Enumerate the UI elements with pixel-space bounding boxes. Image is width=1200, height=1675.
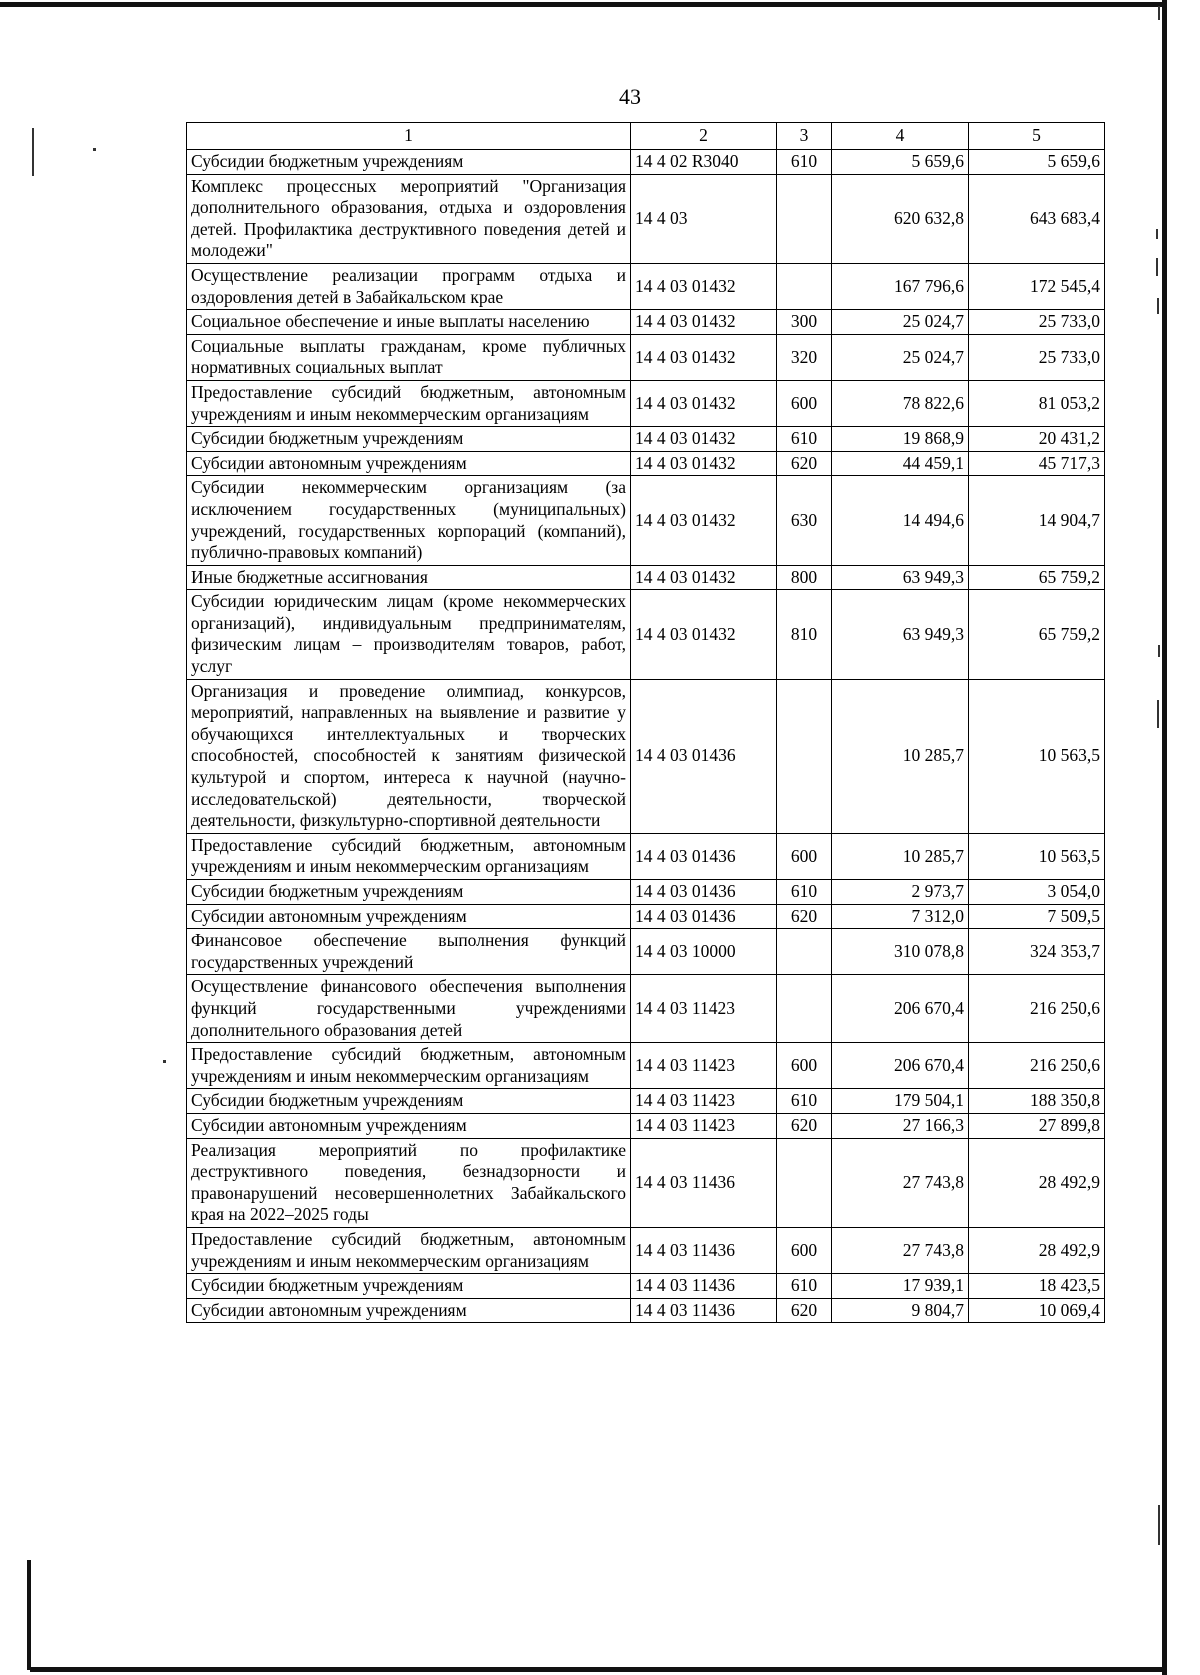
target-article-code: 14 4 03 01436 — [631, 880, 777, 905]
expense-type-code — [777, 929, 832, 975]
table-row — [187, 310, 1105, 335]
expense-type-code: 810 — [777, 590, 832, 679]
expense-name: Субсидии автономным учреждениям — [187, 904, 631, 929]
column-header: 1 — [187, 123, 631, 150]
table-row — [187, 1274, 1105, 1299]
scan-speck — [1157, 298, 1159, 314]
expense-type-code: 610 — [777, 150, 832, 175]
expense-type-code — [777, 174, 832, 263]
expense-name: Предоставление субсидий бюджетным, автономным учреждениям и иным некоммерческим организациям — [187, 1043, 631, 1089]
amount-column-5: 3 054,0 — [969, 880, 1105, 905]
target-article-code: 14 4 03 11423 — [631, 1089, 777, 1114]
target-article-code: 14 4 03 01432 — [631, 590, 777, 679]
amount-column-4: 25 024,7 — [832, 310, 969, 335]
expense-type-code: 610 — [777, 1089, 832, 1114]
amount-column-5: 643 683,4 — [969, 174, 1105, 263]
target-article-code: 14 4 03 11436 — [631, 1138, 777, 1227]
expense-name: Реализация мероприятий по профилактике деструктивного поведения, безнадзорности и правонарушений несовершеннолетних Забайкальского края на 2022–2025 годы — [187, 1138, 631, 1227]
amount-column-5: 45 717,3 — [969, 451, 1105, 476]
amount-column-4: 5 659,6 — [832, 150, 969, 175]
expense-type-code: 610 — [777, 880, 832, 905]
amount-column-4: 620 632,8 — [832, 174, 969, 263]
target-article-code: 14 4 03 01436 — [631, 904, 777, 929]
page-number: 43 — [619, 84, 641, 109]
amount-column-5: 25 733,0 — [969, 310, 1105, 335]
scan-speck — [1158, 1505, 1160, 1545]
expense-type-code: 620 — [777, 1298, 832, 1323]
expense-type-code: 600 — [777, 833, 832, 879]
amount-column-5: 172 545,4 — [969, 263, 1105, 309]
table-row — [187, 679, 1105, 833]
target-article-code: 14 4 03 01432 — [631, 565, 777, 590]
amount-column-4: 167 796,6 — [832, 263, 969, 309]
amount-column-4: 19 868,9 — [832, 427, 969, 452]
amount-column-5: 324 353,7 — [969, 929, 1105, 975]
column-header: 5 — [969, 123, 1105, 150]
expense-name: Предоставление субсидий бюджетным, автономным учреждениям и иным некоммерческим организациям — [187, 1227, 631, 1273]
table-row — [187, 833, 1105, 879]
table-row — [187, 1227, 1105, 1273]
target-article-code: 14 4 03 11436 — [631, 1274, 777, 1299]
scan-speck — [1157, 700, 1159, 728]
amount-column-4: 310 078,8 — [832, 929, 969, 975]
amount-column-5: 188 350,8 — [969, 1089, 1105, 1114]
target-article-code: 14 4 03 01436 — [631, 679, 777, 833]
expense-name: Субсидии автономным учреждениям — [187, 1298, 631, 1323]
expense-type-code — [777, 1138, 832, 1227]
target-article-code: 14 4 03 — [631, 174, 777, 263]
amount-column-5: 10 563,5 — [969, 833, 1105, 879]
scan-border-bottom — [30, 1667, 1167, 1672]
expense-name: Организация и проведение олимпиад, конкурсов, мероприятий, направленных на выявление и развитие у обучающихся интеллектуальных и творческих способностей, способностей к занятиям физической культурой и спортом, интереса к научной (научно-исследовательской) деятельности, творческой деятельности, физкультурно-спортивной деятельности — [187, 679, 631, 833]
table-row — [187, 451, 1105, 476]
target-article-code: 14 4 03 10000 — [631, 929, 777, 975]
table-row — [187, 904, 1105, 929]
scan-speck — [1158, 645, 1160, 657]
expense-type-code — [777, 263, 832, 309]
expense-name: Предоставление субсидий бюджетным, автономным учреждениям и иным некоммерческим организациям — [187, 380, 631, 426]
table-row — [187, 263, 1105, 309]
amount-column-4: 206 670,4 — [832, 1043, 969, 1089]
expense-name: Предоставление субсидий бюджетным, автономным учреждениям и иным некоммерческим организациям — [187, 833, 631, 879]
amount-column-5: 20 431,2 — [969, 427, 1105, 452]
expense-name: Субсидии некоммерческим организациям (за исключением государственных (муниципальных) учреждений, государственных корпораций (компаний), публично-правовых компаний) — [187, 476, 631, 565]
expense-name: Субсидии автономным учреждениям — [187, 451, 631, 476]
amount-column-5: 65 759,2 — [969, 565, 1105, 590]
target-article-code: 14 4 03 01432 — [631, 310, 777, 335]
table-row — [187, 174, 1105, 263]
table-row — [187, 880, 1105, 905]
target-article-code: 14 4 03 01432 — [631, 427, 777, 452]
column-header: 2 — [631, 123, 777, 150]
expense-type-code: 620 — [777, 451, 832, 476]
table-row — [187, 1043, 1105, 1089]
amount-column-4: 206 670,4 — [832, 975, 969, 1043]
amount-column-4: 9 804,7 — [832, 1298, 969, 1323]
amount-column-4: 179 504,1 — [832, 1089, 969, 1114]
amount-column-4: 63 949,3 — [832, 590, 969, 679]
expense-type-code: 320 — [777, 334, 832, 380]
amount-column-5: 65 759,2 — [969, 590, 1105, 679]
table-row — [187, 427, 1105, 452]
expense-type-code — [777, 679, 832, 833]
target-article-code: 14 4 03 01432 — [631, 476, 777, 565]
scan-border-top — [0, 2, 1165, 7]
table-row — [187, 1113, 1105, 1138]
target-article-code: 14 4 03 11423 — [631, 1043, 777, 1089]
table-row — [187, 929, 1105, 975]
column-header: 3 — [777, 123, 832, 150]
amount-column-4: 63 949,3 — [832, 565, 969, 590]
amount-column-4: 14 494,6 — [832, 476, 969, 565]
amount-column-5: 81 053,2 — [969, 380, 1105, 426]
scan-speck — [1158, 6, 1160, 20]
scan-speck — [1156, 229, 1158, 239]
amount-column-4: 27 743,8 — [832, 1227, 969, 1273]
scan-border-right — [1162, 0, 1167, 1675]
amount-column-5: 27 899,8 — [969, 1113, 1105, 1138]
amount-column-4: 7 312,0 — [832, 904, 969, 929]
expense-name: Иные бюджетные ассигнования — [187, 565, 631, 590]
amount-column-5: 25 733,0 — [969, 334, 1105, 380]
target-article-code: 14 4 03 01432 — [631, 263, 777, 309]
target-article-code: 14 4 03 11436 — [631, 1298, 777, 1323]
amount-column-5: 10 563,5 — [969, 679, 1105, 833]
expense-type-code: 610 — [777, 427, 832, 452]
scan-speck — [32, 128, 34, 176]
table-header-row — [187, 123, 1105, 150]
expense-name: Социальные выплаты гражданам, кроме публичных нормативных социальных выплат — [187, 334, 631, 380]
scan-speck — [1156, 258, 1158, 276]
amount-column-4: 10 285,7 — [832, 679, 969, 833]
table-row — [187, 1298, 1105, 1323]
amount-column-5: 18 423,5 — [969, 1274, 1105, 1299]
expense-type-code: 600 — [777, 1227, 832, 1273]
amount-column-4: 17 939,1 — [832, 1274, 969, 1299]
scan-speck — [163, 1060, 166, 1063]
amount-column-4: 25 024,7 — [832, 334, 969, 380]
expense-name: Субсидии юридическим лицам (кроме некоммерческих организаций), индивидуальным предпринимателям, физическим лицам – производителям товаров, работ, услуг — [187, 590, 631, 679]
target-article-code: 14 4 03 11436 — [631, 1227, 777, 1273]
table-row — [187, 1138, 1105, 1227]
target-article-code: 14 4 03 01436 — [631, 833, 777, 879]
amount-column-5: 28 492,9 — [969, 1227, 1105, 1273]
target-article-code: 14 4 02 R3040 — [631, 150, 777, 175]
expense-type-code: 620 — [777, 1113, 832, 1138]
expense-name: Социальное обеспечение и иные выплаты населению — [187, 310, 631, 335]
expense-name: Субсидии бюджетным учреждениям — [187, 427, 631, 452]
amount-column-4: 44 459,1 — [832, 451, 969, 476]
scan-speck — [93, 148, 96, 151]
amount-column-5: 28 492,9 — [969, 1138, 1105, 1227]
table-row — [187, 380, 1105, 426]
expense-name: Финансовое обеспечение выполнения функций государственных учреждений — [187, 929, 631, 975]
expense-type-code: 600 — [777, 380, 832, 426]
amount-column-5: 216 250,6 — [969, 1043, 1105, 1089]
amount-column-4: 27 166,3 — [832, 1113, 969, 1138]
expense-name: Субсидии бюджетным учреждениям — [187, 1089, 631, 1114]
expense-name: Субсидии автономным учреждениям — [187, 1113, 631, 1138]
target-article-code: 14 4 03 11423 — [631, 975, 777, 1043]
amount-column-5: 10 069,4 — [969, 1298, 1105, 1323]
table-row — [187, 975, 1105, 1043]
amount-column-4: 78 822,6 — [832, 380, 969, 426]
scan-border-left — [27, 1560, 31, 1670]
amount-column-5: 7 509,5 — [969, 904, 1105, 929]
target-article-code: 14 4 03 11423 — [631, 1113, 777, 1138]
table-row — [187, 1089, 1105, 1114]
expense-name: Субсидии бюджетным учреждениям — [187, 150, 631, 175]
expense-name: Осуществление финансового обеспечения выполнения функций государственными учреждениями дополнительного образования детей — [187, 975, 631, 1043]
budget-table — [186, 122, 1105, 1323]
expense-type-code — [777, 975, 832, 1043]
amount-column-5: 5 659,6 — [969, 150, 1105, 175]
table-row — [187, 334, 1105, 380]
table-row — [187, 590, 1105, 679]
expense-name: Субсидии бюджетным учреждениям — [187, 1274, 631, 1299]
amount-column-5: 14 904,7 — [969, 476, 1105, 565]
expense-type-code: 600 — [777, 1043, 832, 1089]
expense-type-code: 620 — [777, 904, 832, 929]
expense-name: Осуществление реализации программ отдыха и оздоровления детей в Забайкальском крае — [187, 263, 631, 309]
expense-type-code: 610 — [777, 1274, 832, 1299]
amount-column-4: 2 973,7 — [832, 880, 969, 905]
expense-name: Комплекс процессных мероприятий "Организация дополнительного образования, отдыха и оздоровления детей. Профилактика деструктивного поведения детей и молодежи" — [187, 174, 631, 263]
target-article-code: 14 4 03 01432 — [631, 334, 777, 380]
expense-name: Субсидии бюджетным учреждениям — [187, 880, 631, 905]
column-header: 4 — [832, 123, 969, 150]
amount-column-5: 216 250,6 — [969, 975, 1105, 1043]
target-article-code: 14 4 03 01432 — [631, 380, 777, 426]
amount-column-4: 27 743,8 — [832, 1138, 969, 1227]
target-article-code: 14 4 03 01432 — [631, 451, 777, 476]
expense-type-code: 630 — [777, 476, 832, 565]
table-row — [187, 476, 1105, 565]
expense-type-code: 800 — [777, 565, 832, 590]
table-row — [187, 565, 1105, 590]
expense-type-code: 300 — [777, 310, 832, 335]
amount-column-4: 10 285,7 — [832, 833, 969, 879]
table-row — [187, 150, 1105, 175]
